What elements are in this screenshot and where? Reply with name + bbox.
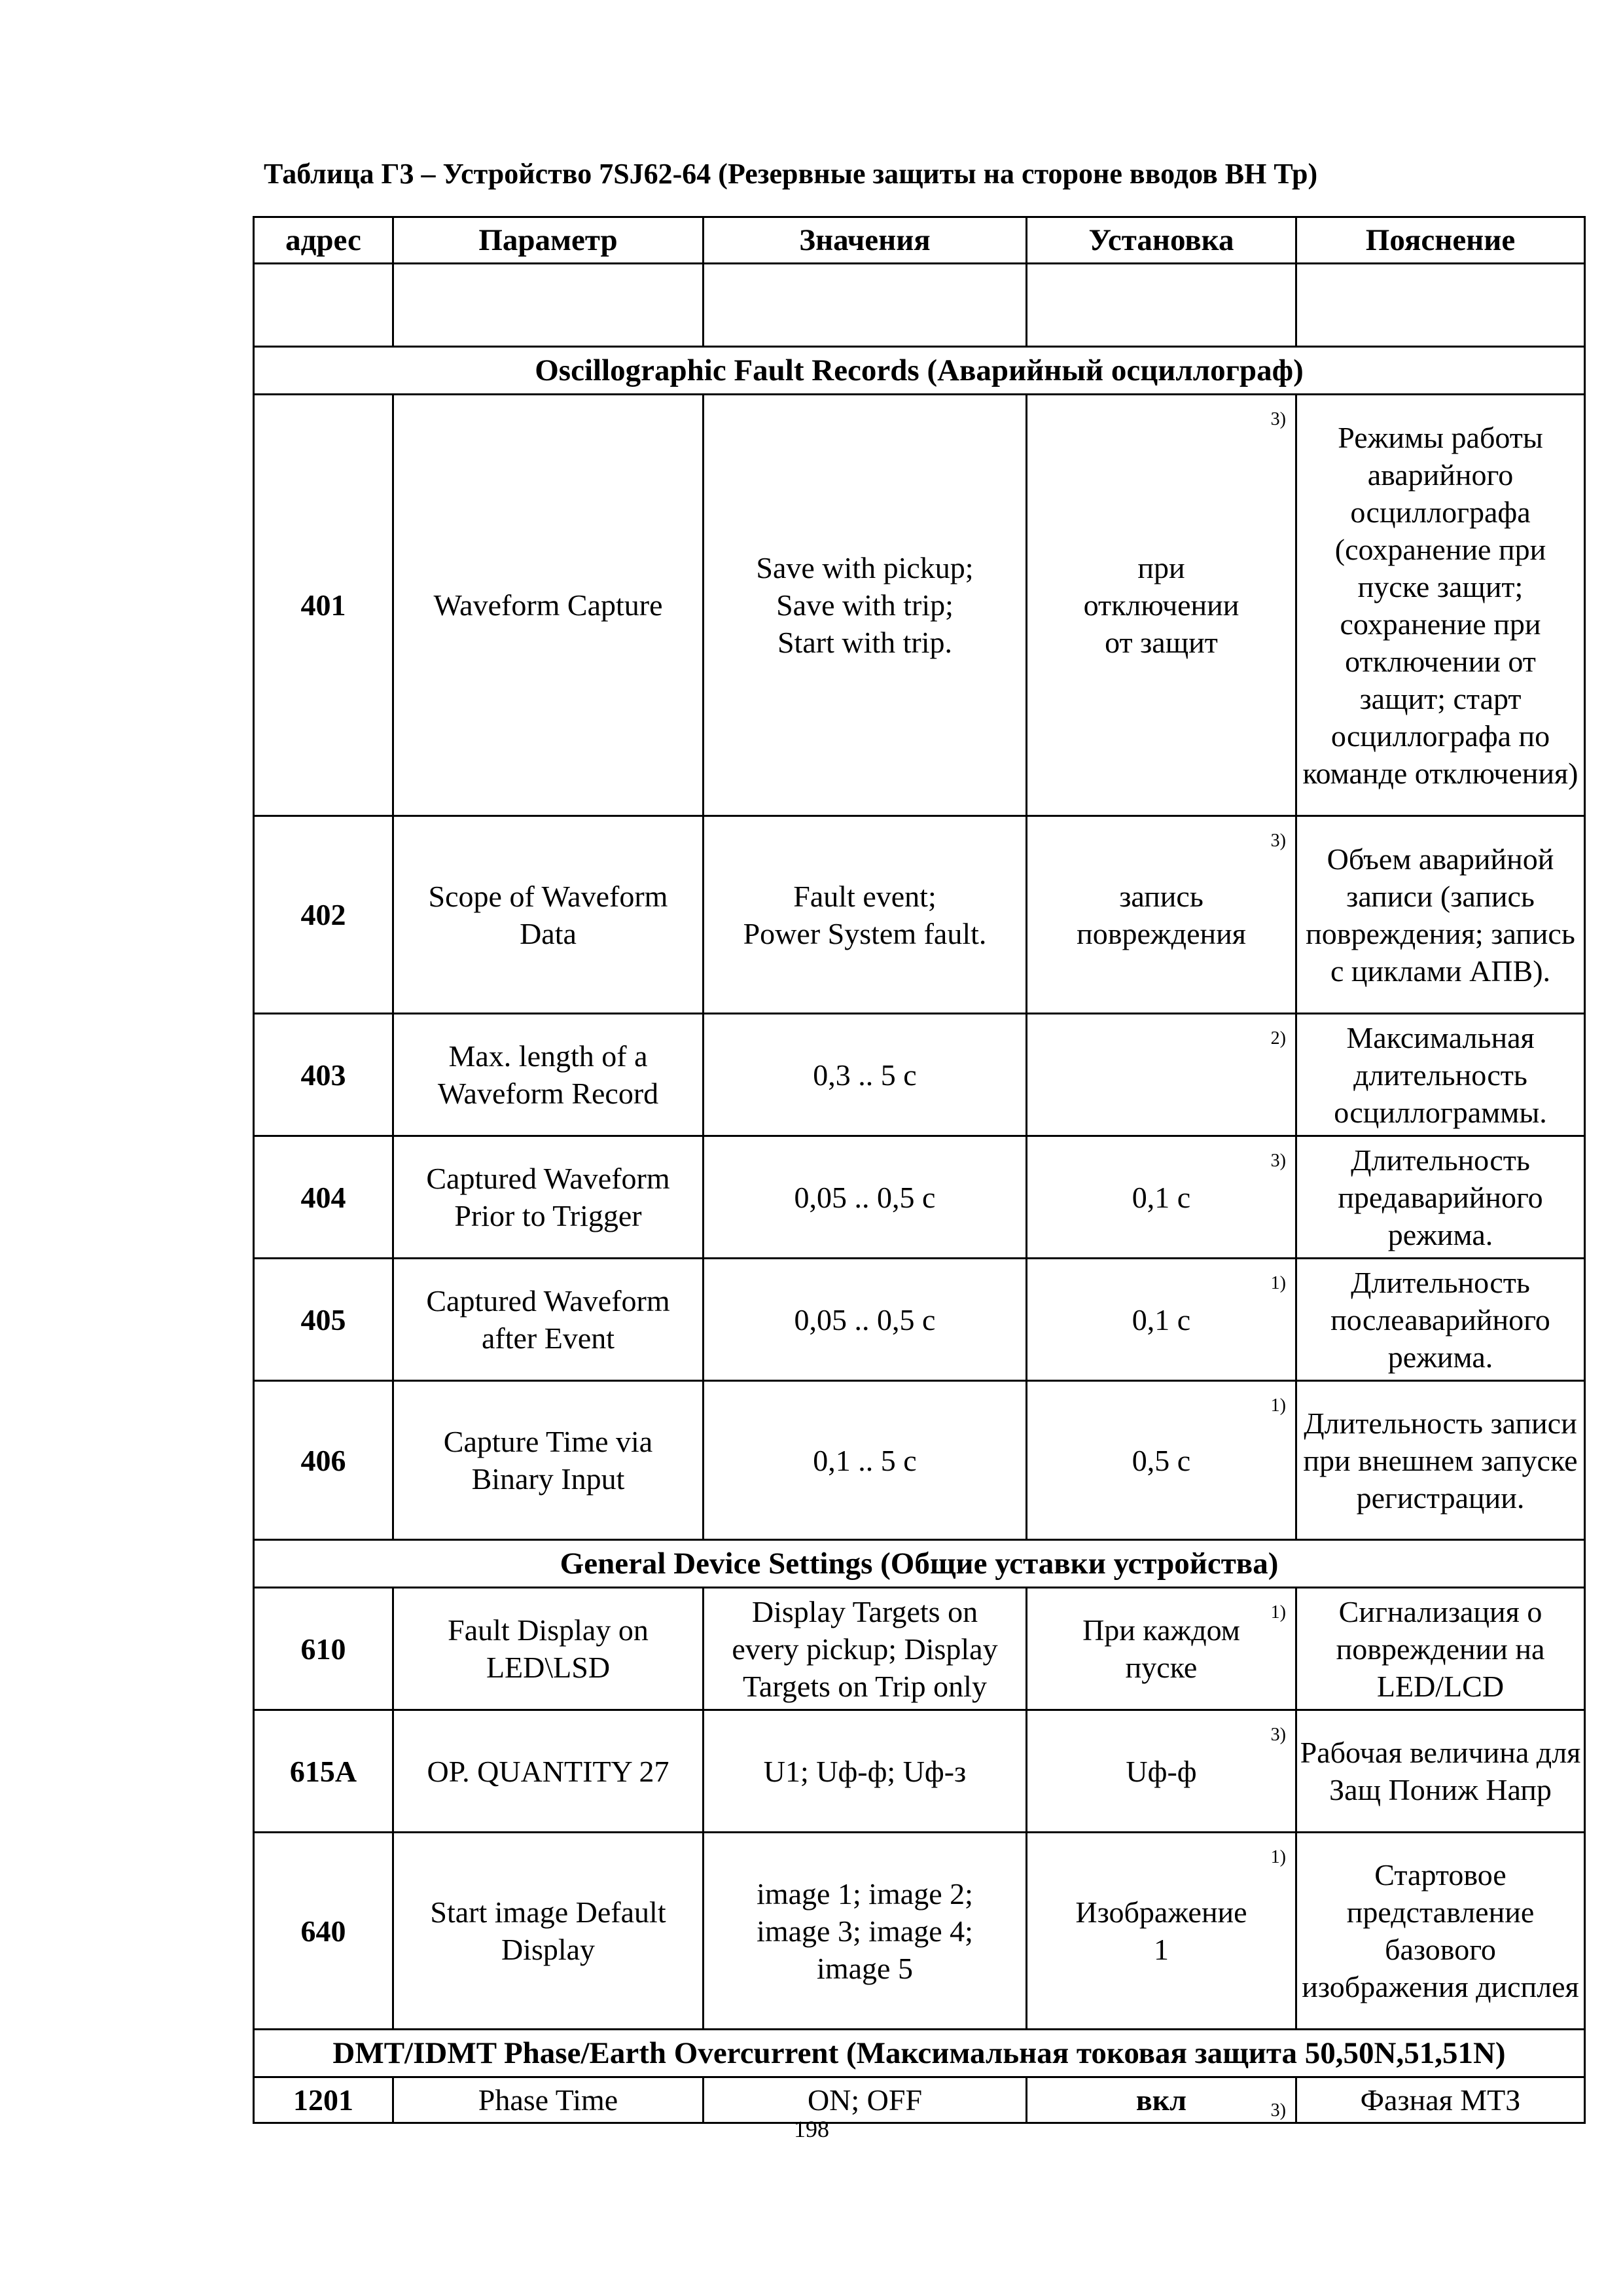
- row-explanation: Режимы работы аварийного осциллографа (сохранение при пуске защит; сохранение при отключении от защит; старт осциллографа по команде отключения): [1296, 395, 1585, 816]
- table-row-402: [254, 816, 1585, 1014]
- row-setting: при отключении от защит 3): [1027, 395, 1296, 816]
- section-row-osc: [254, 347, 1585, 395]
- row-explanation: Сигнализация о повреждении на LED/LCD: [1296, 1588, 1585, 1710]
- row-explanation: Фазная МТЗ: [1296, 2077, 1585, 2123]
- row-parameter: Start image Default Display: [393, 1833, 704, 2030]
- section-row-overcurrent: [254, 2030, 1585, 2077]
- footnote-marker: 1): [1270, 1602, 1286, 1623]
- table-row-406: [254, 1381, 1585, 1540]
- table-row-640: [254, 1833, 1585, 2030]
- row-explanation: Длительность послеаварийного режима.: [1296, 1259, 1585, 1381]
- row-address: 403: [254, 1014, 393, 1136]
- row-parameter: Captured Waveform after Event: [393, 1259, 704, 1381]
- row-explanation: Максимальная длительность осциллограммы.: [1296, 1014, 1585, 1136]
- row-address: 402: [254, 816, 393, 1014]
- footnote-marker: 3): [1270, 831, 1286, 851]
- footnote-marker: 3): [1270, 409, 1286, 429]
- footnote-marker: 1): [1270, 1395, 1286, 1416]
- row-address: 640: [254, 1833, 393, 2030]
- row-parameter: Waveform Capture: [393, 395, 704, 816]
- footnote-marker: 2): [1270, 1028, 1286, 1049]
- row-address: 1201: [254, 2077, 393, 2123]
- row-explanation: Длительность записи при внешнем запуске регистрации.: [1296, 1381, 1585, 1540]
- row-setting: [1027, 1014, 1296, 1136]
- empty-cell: [1296, 264, 1585, 347]
- row-parameter: Fault Display on LED\LSD: [393, 1588, 704, 1710]
- row-setting: Изображение 1 1): [1027, 1833, 1296, 2030]
- row-setting: Uф-ф 3): [1027, 1710, 1296, 1833]
- section-title-overcurrent: DMT/IDMT Phase/Earth Overcurrent (Максимальная токовая защита 50,50N,51,51N): [254, 2030, 1585, 2077]
- footnote-marker: 1): [1270, 1847, 1286, 1867]
- row-setting: запись повреждения 3): [1027, 816, 1296, 1014]
- row-explanation: Рабочая величина для Защ Пониж Напр: [1296, 1710, 1585, 1833]
- table-row-404: [254, 1136, 1585, 1259]
- row-values: 0,05 .. 0,5 с: [704, 1136, 1027, 1259]
- settings-table: [253, 216, 1586, 2124]
- row-values: Save with pickup; Save with trip; Start with trip.: [704, 395, 1027, 816]
- header-address: адрес: [254, 217, 393, 264]
- header-values: Значения: [704, 217, 1027, 264]
- footnote-marker: 1): [1270, 1273, 1286, 1293]
- row-parameter: Capture Time via Binary Input: [393, 1381, 704, 1540]
- row-explanation: Длительность предаварийного режима.: [1296, 1136, 1585, 1259]
- row-values: 0,05 .. 0,5 с: [704, 1259, 1027, 1381]
- header-setting: Установка: [1027, 217, 1296, 264]
- table-row-615a: [254, 1710, 1585, 1833]
- row-address: 404: [254, 1136, 393, 1259]
- row-values: 0,3 .. 5 с: [704, 1014, 1027, 1136]
- row-setting: вкл 3): [1027, 2077, 1296, 2123]
- section-title-general: General Device Settings (Общие уставки устройства): [254, 1540, 1585, 1588]
- row-setting: 0,1 с 3): [1027, 1136, 1296, 1259]
- row-setting: При каждом пуске 1): [1027, 1588, 1296, 1710]
- header-parameter: Параметр: [393, 217, 704, 264]
- row-explanation: Стартовое представление базового изображения дисплея: [1296, 1833, 1585, 2030]
- empty-cell: [1027, 264, 1296, 347]
- header-explanation: Пояснение: [1296, 217, 1585, 264]
- row-parameter: Max. length of a Waveform Record: [393, 1014, 704, 1136]
- section-title-osc: Oscillographic Fault Records (Аварийный осциллограф): [254, 347, 1585, 395]
- row-explanation: Объем аварийной записи (запись повреждения; запись с циклами АПВ).: [1296, 816, 1585, 1014]
- row-address: 401: [254, 395, 393, 816]
- table-row-610: [254, 1588, 1585, 1710]
- empty-cell: [704, 264, 1027, 347]
- empty-cell: [254, 264, 393, 347]
- row-parameter: Captured Waveform Prior to Trigger: [393, 1136, 704, 1259]
- footnote-marker: 3): [1270, 1725, 1286, 1745]
- empty-row: [254, 264, 1585, 347]
- row-address: 405: [254, 1259, 393, 1381]
- row-values: Display Targets on every pickup; Display Targets on Trip only: [704, 1588, 1027, 1710]
- table-row-403: [254, 1014, 1585, 1136]
- row-address: 610: [254, 1588, 393, 1710]
- row-values: U1; Uф-ф; Uф-з: [704, 1710, 1027, 1833]
- row-setting: 0,1 с 1): [1027, 1259, 1296, 1381]
- header-row: [254, 217, 1585, 264]
- row-values: image 1; image 2; image 3; image 4; image 5: [704, 1833, 1027, 2030]
- table-row-401: [254, 395, 1585, 816]
- page-number: 198: [794, 2116, 829, 2142]
- section-row-general: [254, 1540, 1585, 1588]
- row-values: 0,1 .. 5 с: [704, 1381, 1027, 1540]
- row-parameter: Phase Time: [393, 2077, 704, 2123]
- row-values: Fault event; Power System fault.: [704, 816, 1027, 1014]
- footnote-marker: 3): [1270, 1151, 1286, 1171]
- row-address: 615A: [254, 1710, 393, 1833]
- empty-cell: [393, 264, 704, 347]
- footnote-marker: 3): [1270, 2100, 1286, 2121]
- row-address: 406: [254, 1381, 393, 1540]
- table-row-405: [254, 1259, 1585, 1381]
- row-values: ON; OFF: [704, 2077, 1027, 2123]
- row-parameter: OP. QUANTITY 27: [393, 1710, 704, 1833]
- row-parameter: Scope of Waveform Data: [393, 816, 704, 1014]
- row-setting: 0,5 с 1): [1027, 1381, 1296, 1540]
- page-title: Таблица Г3 – Устройство 7SJ62-64 (Резервные защиты на стороне вводов ВН Тр): [264, 158, 1318, 190]
